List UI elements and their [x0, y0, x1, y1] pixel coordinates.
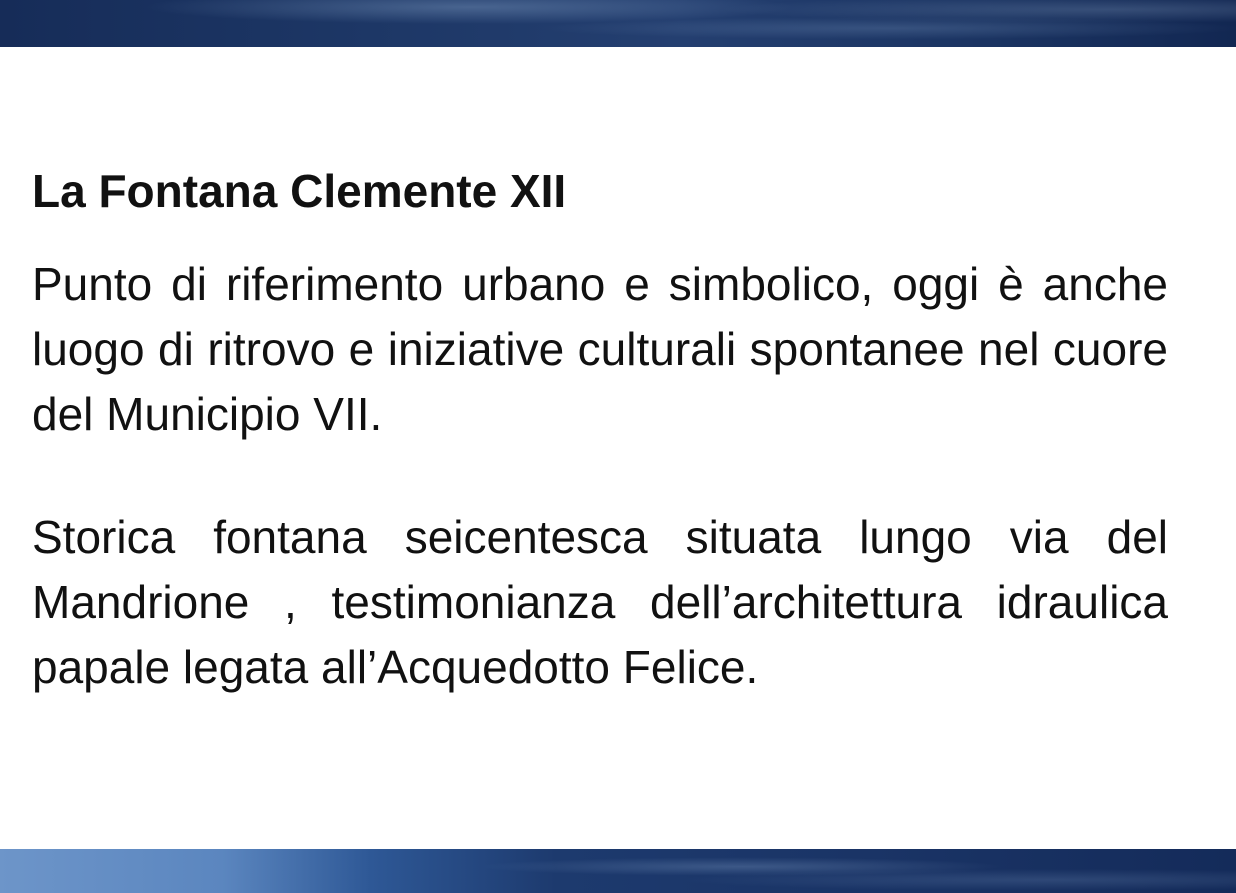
paragraph-2: Storica fontana seicentesca situata lungo via del Mandrione , testimonianza dell’architettura idraulica papale legata all’Acquedotto Felice.	[32, 511, 1168, 693]
text-content	[32, 158, 1168, 758]
page-title: La Fontana Clemente XII	[32, 165, 567, 217]
footer-decorative-band	[0, 849, 1236, 893]
header-decorative-band	[0, 0, 1236, 47]
paragraph-1: Punto di riferimento urbano e simbolico, oggi è anche luogo di ritrovo e iniziative culturali spontanee nel cuore del Municipio VII.	[32, 258, 1168, 440]
